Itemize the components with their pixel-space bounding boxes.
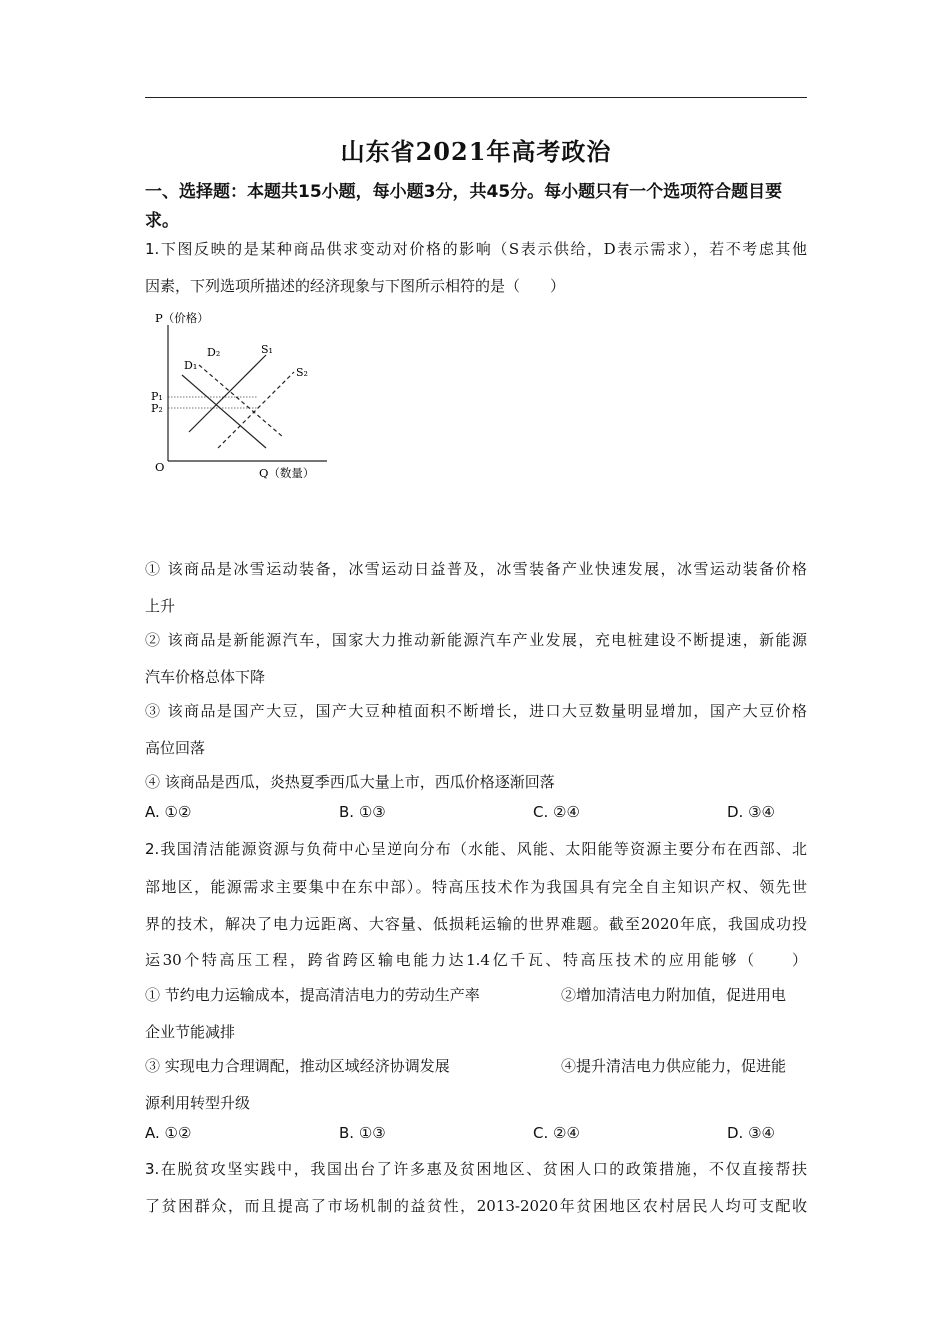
q2-item4-line2: 源利用转型升级: [145, 1094, 251, 1112]
q2-number: 2.: [145, 840, 160, 858]
page-title: 山东省2021年高考政治: [340, 137, 612, 166]
q2-stem-line4: 运30个特高压工程，跨省跨区输电能力达1.4亿千瓦、特高压技术的应用能够（ ）: [145, 951, 807, 969]
q2-option-d[interactable]: D. ③④: [727, 1124, 776, 1142]
q1-item3-line1: ③ 该商品是国产大豆，国产大豆种植面积不断增长，进口大豆数量明显增加，国产大豆价格: [145, 702, 807, 720]
q1-item2-line1: ② 该商品是新能源汽车，国家大力推动新能源汽车产业发展，充电桩建设不断提速，新能源: [145, 631, 807, 649]
supply-demand-figure: [145, 305, 335, 485]
section-header: 一、选择题：本题共15小题，每小题3分，共45分。每小题只有一个选项符合题目要求。: [145, 182, 783, 231]
q2-stem-line2: 部地区，能源需求主要集中在东中部）。特高压技术作为我国具有完全自主知识产权、领先世: [145, 878, 807, 896]
q1-option-d[interactable]: D. ③④: [727, 803, 776, 821]
p2-label: P₂: [151, 402, 163, 415]
y-axis-label: P（价格）: [155, 311, 209, 325]
q1-option-a[interactable]: A. ①②: [145, 803, 192, 821]
s2-curve: [218, 372, 294, 448]
q2-option-c[interactable]: C. ②④: [533, 1124, 580, 1142]
q3-stem-line1: 3.在脱贫攻坚实践中，我国出台了许多惠及贫困地区、贫困人口的政策措施，不仅直接帮扶: [145, 1160, 807, 1178]
q1-stem-line1: 1.下图反映的是某种商品供求变动对价格的影响（S表示供给，D表示需求），若不考虑其他: [145, 240, 807, 258]
q1-item3-line2: 高位回落: [145, 739, 206, 757]
x-axis-label: Q（数量）: [259, 466, 315, 480]
q1-number: 1.: [145, 240, 160, 258]
q1-stem-line2: 因素，下列选项所描述的经济现象与下图所示相符的是（ ）: [145, 277, 566, 295]
q2-option-a[interactable]: A. ①②: [145, 1124, 192, 1142]
q1-item1-line2: 上升: [145, 597, 176, 615]
header-rule: [145, 97, 807, 98]
q2-item2-line1: ②增加清洁电力附加值，促进用电: [561, 986, 787, 1004]
q1-item4-line1: ④ 该商品是西瓜，炎热夏季西瓜大量上市，西瓜价格逐渐回落: [145, 773, 555, 791]
q2-item2-line2: 企业节能减排: [145, 1023, 236, 1041]
p1-label: P₁: [151, 390, 163, 403]
q2-item4-line1: ④提升清洁电力供应能力，促进能: [561, 1057, 787, 1075]
q3-number: 3.: [145, 1160, 160, 1178]
q2-stem-line1: 2.我国清洁能源资源与负荷中心呈逆向分布（水能、风能、太阳能等资源主要分布在西部、北: [145, 840, 807, 858]
d2-label: D₂: [207, 346, 221, 359]
s2-label: S₂: [296, 366, 308, 379]
q1-item2-line2: 汽车价格总体下降: [145, 668, 266, 686]
q2-stem-line3: 界的技术，解决了电力远距离、大容量、低损耗运输的世界难题。截至2020年底，我国成功投: [145, 915, 807, 933]
q1-option-c[interactable]: C. ②④: [533, 803, 580, 821]
q3-stem-line2: 了贫困群众，而且提高了市场机制的益贫性，2013-2020年贫困地区农村居民人均可支配收: [145, 1197, 807, 1215]
q2-item1: ① 节约电力运输成本，提高清洁电力的劳动生产率: [145, 986, 480, 1004]
q1-option-b[interactable]: B. ①③: [339, 803, 386, 821]
s1-label: S₁: [261, 343, 273, 356]
origin-label: O: [155, 460, 165, 474]
q2-option-b[interactable]: B. ①③: [339, 1124, 386, 1142]
d1-label: D₁: [184, 359, 198, 372]
q2-item3: ③ 实现电力合理调配，推动区域经济协调发展: [145, 1057, 450, 1075]
q1-item1-line1: ① 该商品是冰雪运动装备，冰雪运动日益普及，冰雪装备产业快速发展，冰雪运动装备价格: [145, 560, 807, 578]
